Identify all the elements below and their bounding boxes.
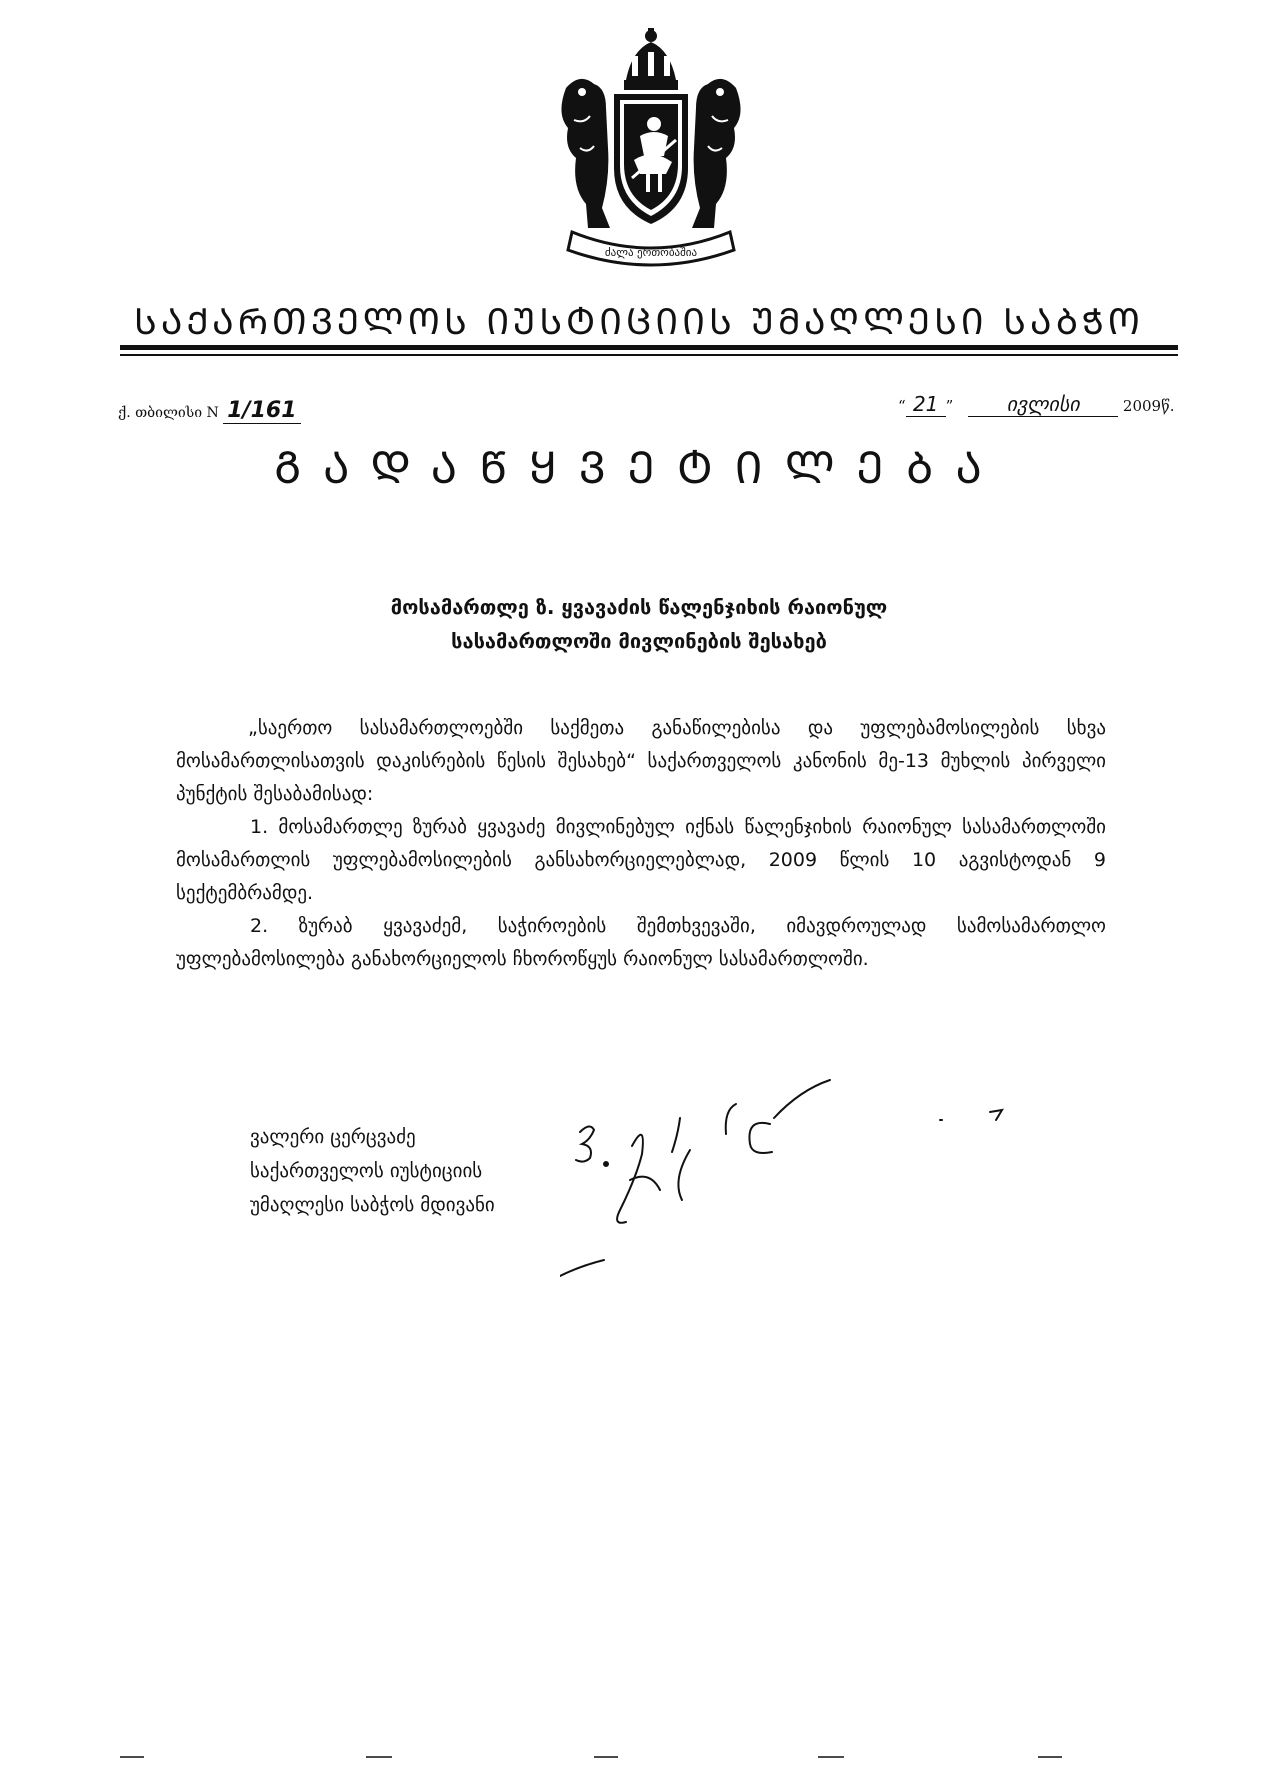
coat-of-arms-emblem (536, 28, 766, 278)
document-subject (0, 590, 1278, 658)
document-date: “ 21 ” ივლისი 2009წ. (898, 392, 1175, 416)
organization-name: ᲡᲐᲥᲐᲠᲗᲕᲔᲚᲝᲡ ᲘᲣᲡᲢᲘᲪᲘᲘᲡ ᲣᲛᲐᲦᲚᲔᲡᲘ ᲡᲐᲑᲭᲝ (133, 302, 1144, 343)
signatory-title-2: უმაღლესი საბჭოს მდივანი (250, 1194, 495, 1216)
body-preamble: „საერთო სასამართლოებში საქმეთა განაწილებისა და უფლებამოსილების სხვა მოსამართლისათვის დაკისრების წესის შესახებ“ საქართველოს კანონის მე-13 მუხლის პირველი პუნქტის შესაბამისად: (176, 717, 1106, 805)
handwritten-signature (560, 1060, 1040, 1280)
emblem-ribbon-motto: ძალა ერთობაშია (604, 246, 698, 259)
body-item-1: 1. მოსამართლე ზურაბ ყვავაძე მივლინებულ იქნას წალენჯიხის რაიონულ სასამართლოში მოსამართლის უფლებამოსილების განსახორციელებლად, 2009 წლის 10 აგვისტოდან 9 სექტემბრამდე. (176, 816, 1106, 904)
date-day: 21 (906, 392, 946, 417)
document-number-prefix: ქ. თბილისი N (118, 405, 219, 421)
body-item-2: 2. ზურაბ ყვავაძემ, საჭიროების შემთხვევაში, იმავდროულად სამოსამართლო უფლებამოსილება განახორციელოს ჩხოროწყუს რაიონულ სასამართლოში. (176, 915, 1106, 970)
date-month: ივლისი (968, 392, 1118, 417)
header-rule-thick (120, 345, 1178, 350)
document-number-value: 1/161 (223, 398, 300, 424)
document-body (176, 712, 1106, 976)
document-number (118, 398, 301, 423)
page-footer-marks (0, 1752, 1278, 1762)
signatory-title-1: საქართველოს იუსტიციის (250, 1160, 483, 1182)
signatory-block (250, 1120, 495, 1222)
subject-line-2: სასამართლოში მივლინების შესახებ (451, 629, 827, 653)
subject-line-1: მოსამართლე ზ. ყვავაძის წალენჯიხის რაიონულ (390, 595, 888, 619)
signatory-name: ვალერი ცერცვაძე (250, 1126, 416, 1148)
header-rule-thin (120, 354, 1178, 356)
date-year: 2009წ. (1122, 397, 1175, 415)
document-type-title: ᲒᲐᲓᲐᲬᲧᲕᲔᲢᲘᲚᲔᲑᲐ (274, 443, 1004, 494)
